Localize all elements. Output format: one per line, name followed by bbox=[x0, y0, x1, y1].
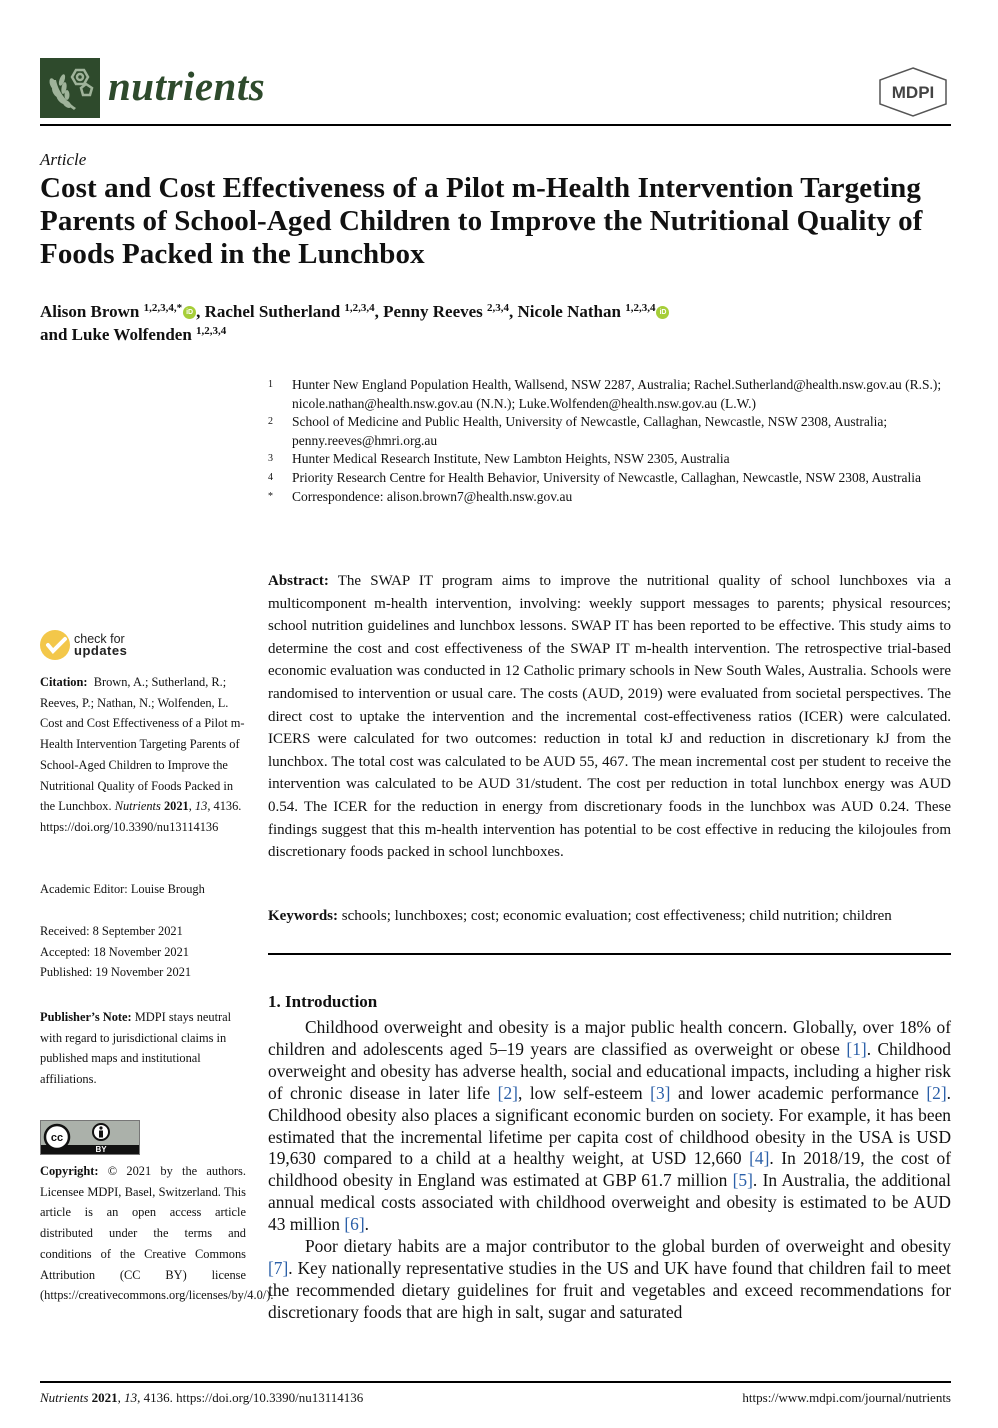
svg-text:cc: cc bbox=[50, 1132, 64, 1144]
affiliation-item: 2 School of Medicine and Public Health, University of Newcastle, Callaghan, Newcastle, NSW 2308, Australia; penny.reeves@hmri.org.au bbox=[268, 414, 888, 448]
published-date: Published: 19 November 2021 bbox=[40, 965, 192, 980]
journal-url-link[interactable]: https://www.mdpi.com/journal/nutrients bbox=[742, 1390, 951, 1405]
paragraph: Childhood overweight and obesity is a major public health concern. Globally, over 18% of children and adolescents aged 5–19 years are classified as overweight or obese [1]. Childhood overweight and obesity has adverse health, social and educational impacts, including a higher risk of chronic disease in later life [2], low self-esteem [3] and lower academic performance [2]. Childhood obesity also places a significant economic burden on society. For example, it has been estimated that the incremental lifetime per capita cost of childhood obesity in the USA is USD 19,630 compared to a child at a healthy weight, at USD 12,660 [4]. In 2018/19, the cost of childhood obesity in England was estimated at GBP 61.7 million [5]. In Australia, the additional annual medical costs associated with childhood overweight and obesity is estimated to be AUD 43 million [6]. bbox=[268, 1017, 951, 1235]
keywords bbox=[268, 905, 951, 927]
svg-text:BY: BY bbox=[95, 1145, 107, 1154]
paragraph: Poor dietary habits are a major contributor to the global burden of overweight and obesity [7]. Key nationally representative studies in the US and UK have found that children fail to meet the recommended dietary guidelines for fruit and vegetables and exceed recommendations for discretionary foods that are high in salt, sugar and saturated bbox=[268, 1236, 951, 1322]
author: Nicole Nathan $^{1,2,3,4}$ iD bbox=[518, 302, 670, 321]
affiliation-item: 4 Priority Research Centre for Health Behavior, University of Newcastle, Callaghan, Newcastle, NSW 2308, Australia bbox=[268, 469, 922, 485]
keywords-label: Keywords: bbox=[268, 908, 338, 924]
author: Rachel Sutherland $^{1,2,3,4}$, bbox=[204, 302, 384, 321]
accepted-date: Accepted: 18 November 2021 bbox=[40, 944, 189, 959]
publication-dates bbox=[40, 921, 246, 983]
header-rule bbox=[40, 124, 951, 126]
reference-link[interactable]: [6] bbox=[344, 1214, 365, 1235]
reference-link[interactable]: [2] bbox=[926, 1082, 947, 1103]
section-heading: 1. Introduction bbox=[268, 992, 378, 1011]
reference-link[interactable]: [1] bbox=[846, 1038, 867, 1059]
introduction-body bbox=[268, 1017, 951, 1324]
article-title: Cost and Cost Effectiveness of a Pilot m-Health Intervention Targeting Parents of School-Aged Children to Improve the Nutritional Quality of Foods Packed in the Lunchbox bbox=[40, 172, 923, 270]
doi-link[interactable]: , 4136. https://doi.org/10.3390/nu13114136 bbox=[40, 799, 242, 834]
reference-link[interactable]: [4] bbox=[749, 1148, 770, 1169]
article-type: Article bbox=[40, 150, 87, 169]
abstract-label: Abstract: bbox=[268, 573, 329, 589]
affiliations bbox=[268, 376, 958, 506]
footer-doi-link[interactable]: , 4136. https://doi.org/10.3390/nu13114136 bbox=[137, 1390, 364, 1405]
affiliation-item: 1 Hunter New England Population Health, Wallsend, NSW 2287, Australia; Rachel.Sutherland@health.nsw.gov.au (R.S.); nicole.nathan@health.nsw.gov.au (N.N.); Luke.Wolfenden@health.nsw.gov.au (L.W.) bbox=[268, 377, 942, 411]
author: Alison Brown $^{1,2,3,4,*}$ iD , bbox=[40, 302, 205, 321]
author: and Luke Wolfenden $^{1,2,3,4}$ bbox=[40, 325, 227, 344]
wheat-molecule-logo-icon bbox=[40, 58, 100, 118]
correspondence: * Correspondence: alison.brown7@health.nsw.gov.au bbox=[268, 488, 573, 504]
received-date: Received: 8 September 2021 bbox=[40, 924, 183, 938]
affiliation-item: 3 Hunter Medical Research Institute, New Lambton Heights, NSW 2305, Australia bbox=[268, 451, 730, 467]
orcid-icon[interactable]: iD bbox=[183, 306, 196, 319]
academic-editor: Academic Editor: Louise Brough bbox=[40, 882, 205, 896]
keywords-text: schools; lunchboxes; cost; economic evaluation; cost effectiveness; child nutrition; children bbox=[341, 908, 892, 924]
citation-label: Citation: bbox=[40, 675, 88, 689]
check-icon bbox=[40, 630, 70, 660]
reference-link[interactable]: [2] bbox=[497, 1082, 518, 1103]
reference-link[interactable]: [5] bbox=[732, 1170, 753, 1191]
orcid-icon[interactable]: iD bbox=[656, 306, 669, 319]
check-for-updates-button[interactable]: check for updates bbox=[40, 630, 127, 660]
journal-logo bbox=[40, 58, 100, 118]
publishers-note: Publisher’s Note: MDPI stays neutral with regard to jurisdictional claims in published maps and institutional affiliations. bbox=[40, 1010, 232, 1087]
mdpi-logo bbox=[876, 66, 950, 118]
citation: Citation: Brown, A.; Sutherland, R.; Reeves, P.; Nathan, N.; Wolfenden, L. Cost and Cost Effectiveness of a Pilot m-Health Intervention Targeting Parents of School-Aged Children to Improve the Nutritional Quality of Foods Packed in the Lunchbox. Nutrients 2021, 13, 4136. https://doi.org/10.3390/nu13114136 bbox=[40, 675, 245, 834]
abstract-rule bbox=[268, 953, 951, 955]
journal-name: nutrients bbox=[108, 63, 266, 109]
copyright-notice: Copyright: © 2021 by the authors. Licensee MDPI, Basel, Switzerland. This article is an open access article distributed under the terms and conditions of the Creative Commons Attribution (CC BY) license (https://creativecommons.org/licenses/by/4.0/). bbox=[40, 1164, 274, 1303]
svg-text:MDPI: MDPI bbox=[891, 83, 935, 102]
reference-link[interactable]: [3] bbox=[650, 1082, 671, 1103]
footer-rule bbox=[40, 1381, 951, 1383]
author: Penny Reeves $^{2,3,4}$, bbox=[383, 302, 518, 321]
cc-by-license-badge[interactable] bbox=[40, 1120, 140, 1155]
footer-citation: Nutrients 2021, 13, 4136. https://doi.org/10.3390/nu13114136 bbox=[40, 1390, 364, 1405]
abstract bbox=[268, 570, 951, 864]
reference-link[interactable]: [7] bbox=[268, 1257, 289, 1278]
author-list bbox=[40, 300, 940, 346]
abstract-text: The SWAP IT program aims to improve the nutritional quality of school lunchboxes via a multicomponent m-health intervention, involving: weekly support messages to parents; physical resources; school nutrition guidelines and lunchbox lessons. SWAP IT has been reported to be effective. This study aims to determine the cost and cost effectiveness of the SWAP IT m-health intervention. The retrospective trial-based economic evaluation was conducted in 12 Catholic primary schools in New South Wales, Australia. Schools were randomised to intervention or usual care. The costs (AUD, 2019) were evaluated from societal perspectives. The direct cost to uptake the intervention and the incremental cost-effectiveness ratios (ICER) were calculated. ICERS were calculated for two outcomes: reduction in total kJ and reduction in discretionary kJ from the lunchbox. The total cost was calculated to be AUD 55, 467. The mean incremental cost per student to receive the intervention was calculated to be AUD 31/student. The cost per reduction in total lunchbox energy was AUD 0.54. The ICER for the reduction in energy from discretionary foods in the lunchbox was AUD 0.24. These findings suggest that this m-health intervention has potential to be cost effective in reducing the kilojoules from discretionary foods packed in school lunchboxes. bbox=[268, 573, 951, 861]
